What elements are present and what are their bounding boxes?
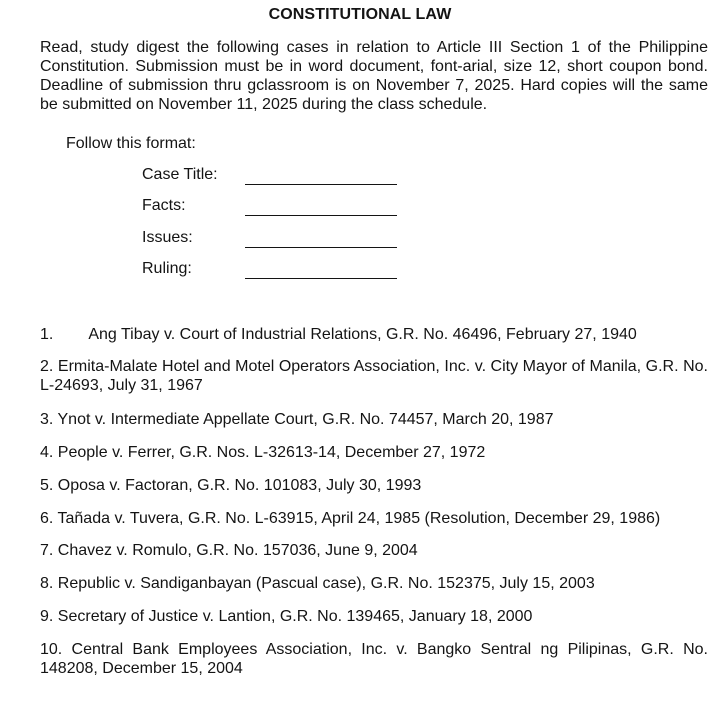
case-item-7 xyxy=(40,541,708,560)
blank-line xyxy=(245,184,397,185)
case-item-5 xyxy=(40,476,708,495)
case-text: Central Bank Employees Association, Inc. v. Bangko Sentral ng Pilipinas, G.R. No. 148208, December 15, 2004 xyxy=(40,641,708,677)
format-field-label: Ruling: xyxy=(142,260,192,277)
instructions-paragraph: Read, study digest the following cases in relation to Article III Section 1 of the Philippine Constitution. Submission must be in word document, font-arial, size 12, short coupon bond. Deadline of submission thru gclassroom is on November 7, 2025. Hard copies will the same be submitted on November 11, 2025 during the class schedule. xyxy=(40,39,708,113)
case-text: Tañada v. Tuvera, G.R. No. L-63915, April 24, 1985 (Resolution, December 29, 1986) xyxy=(57,510,661,527)
case-text: Ang Tibay v. Court of Industrial Relations, G.R. No. 46496, February 27, 1940 xyxy=(88,326,637,343)
case-text: Republic v. Sandiganbayan (Pascual case), G.R. No. 152375, July 15, 2003 xyxy=(57,575,595,592)
case-number: 5. xyxy=(40,477,54,494)
case-item-9 xyxy=(40,607,708,626)
blank-line xyxy=(245,215,397,216)
case-number: 2. xyxy=(40,358,54,375)
case-text: People v. Ferrer, G.R. Nos. L-32613-14, December 27, 1972 xyxy=(57,444,486,461)
case-text: Ynot v. Intermediate Appellate Court, G.R. No. 74457, March 20, 1987 xyxy=(57,411,554,428)
case-item-10 xyxy=(40,640,708,678)
case-item-2 xyxy=(40,357,708,395)
blank-line xyxy=(245,278,397,279)
case-item-8 xyxy=(40,574,708,593)
document-title: CONSTITUTIONAL LAW xyxy=(268,6,452,23)
case-item-6 xyxy=(40,509,708,528)
case-number: 6. xyxy=(40,510,54,527)
case-text: Ermita-Malate Hotel and Motel Operators Association, Inc. v. City Mayor of Manila, G.R. No. L-24693, July 31, 1967 xyxy=(40,358,708,394)
format-field-case-title xyxy=(142,166,402,186)
case-number: 9. xyxy=(40,608,54,625)
case-item-1 xyxy=(40,325,708,344)
format-field-issues xyxy=(142,229,402,249)
case-number: 4. xyxy=(40,444,54,461)
case-number: 3. xyxy=(40,411,54,428)
case-text: Secretary of Justice v. Lantion, G.R. No. 139465, January 18, 2000 xyxy=(57,608,533,625)
format-field-label: Case Title: xyxy=(142,166,218,183)
case-number: 10. xyxy=(40,641,63,658)
case-item-4 xyxy=(40,443,708,462)
format-field-facts xyxy=(142,197,402,217)
format-field-label: Issues: xyxy=(142,229,193,246)
case-number: 8. xyxy=(40,575,54,592)
case-number: 1. xyxy=(40,326,54,343)
format-field-label: Facts: xyxy=(142,197,186,214)
case-item-3 xyxy=(40,410,708,429)
case-number: 7. xyxy=(40,542,54,559)
format-label: Follow this format: xyxy=(66,135,196,152)
blank-line xyxy=(245,247,397,248)
format-field-ruling xyxy=(142,260,402,280)
case-text: Chavez v. Romulo, G.R. No. 157036, June 9, 2004 xyxy=(57,542,418,559)
case-text: Oposa v. Factoran, G.R. No. 101083, July 30, 1993 xyxy=(57,477,422,494)
